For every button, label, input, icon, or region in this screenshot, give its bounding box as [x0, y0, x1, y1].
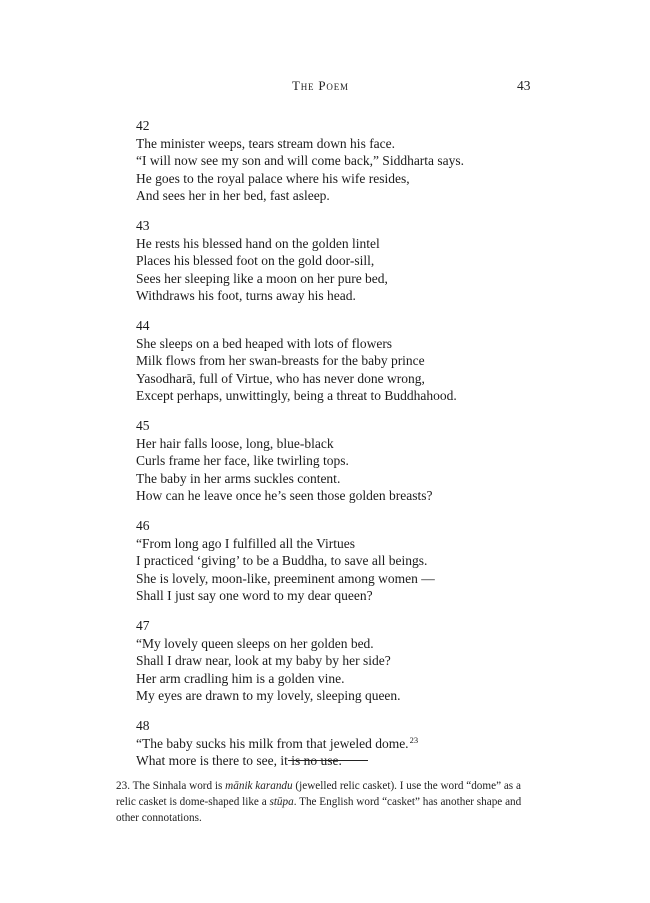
- verse-line: Except perhaps, unwittingly, being a threat to Buddhahood.: [136, 388, 457, 403]
- footnote-text: relic casket is dome-shaped like a: [116, 796, 270, 808]
- verse-line: Milk flows from her swan-breasts for the baby prince: [136, 353, 425, 368]
- footnote-line: other connotations.: [116, 812, 202, 824]
- stanza-number: 43: [136, 218, 150, 233]
- verse-line: Yasodharā, full of Virtue, who has never done wrong,: [136, 370, 425, 386]
- stanza-number: 44: [136, 318, 150, 333]
- footnote-23: [116, 778, 546, 826]
- verse-line: And sees her in her bed, fast asleep.: [136, 188, 330, 203]
- page-number: 43: [517, 78, 531, 93]
- verse-line: What more is there to see, it is no use.: [136, 753, 342, 768]
- verse-line: He goes to the royal palace where his wife resides,: [136, 170, 410, 186]
- stanza-number: 45: [136, 418, 150, 433]
- footnote-text: . The English word “casket” has another shape and: [293, 796, 522, 808]
- running-title: The Poem: [292, 78, 349, 93]
- footnote-text: (jewelled relic casket). I use the word “dome” as a: [292, 780, 521, 792]
- verse-line: The baby in her arms suckles content.: [136, 470, 341, 486]
- verse-line: Withdraws his foot, turns away his head.: [136, 288, 356, 303]
- verse-line: Her arm cradling him is a golden vine.: [136, 670, 345, 686]
- stanza-46: [136, 517, 556, 605]
- stanza-47: [136, 617, 556, 705]
- footnote-separator-rule: [288, 760, 368, 761]
- footnote-term: mānik karandu: [225, 780, 293, 792]
- footnote-line: [116, 778, 546, 794]
- verse-line: I practiced ‘giving’ to be a Buddha, to save all beings.: [136, 553, 428, 568]
- footnote-reference[interactable]: 23: [409, 734, 419, 745]
- footnote-text: 23. The Sinhala word is: [116, 780, 226, 792]
- verse-line: My eyes are drawn to my lovely, sleeping queen.: [136, 688, 401, 703]
- stanza-43: [136, 217, 556, 305]
- footnote-line: [116, 794, 546, 810]
- stanza-45: [136, 417, 556, 505]
- verse-text: “The baby sucks his milk from that jeweled dome.: [136, 735, 409, 751]
- verse-line: He rests his blessed hand on the golden lintel: [136, 235, 380, 251]
- stanza-number: 47: [136, 618, 150, 633]
- verse-line: “I will now see my son and will come back,” Siddharta says.: [136, 153, 465, 168]
- verse-line: “From long ago I fulfilled all the Virtues: [136, 535, 356, 551]
- poem-body: [136, 117, 556, 782]
- verse-line: Sees her sleeping like a moon on her pure bed,: [136, 270, 388, 286]
- verse-line: Places his blessed foot on the gold door-sill,: [136, 253, 375, 268]
- verse-line: She is lovely, moon-like, preeminent among women —: [136, 570, 435, 586]
- verse-line: Her hair falls loose, long, blue-black: [136, 435, 334, 451]
- verse-line: How can he leave once he’s seen those golden breasts?: [136, 488, 433, 503]
- verse-line-with-footnote: [136, 735, 556, 753]
- stanza-number: 42: [136, 118, 150, 133]
- verse-line: Shall I just say one word to my dear queen?: [136, 588, 373, 603]
- verse-line: She sleeps on a bed heaped with lots of flowers: [136, 335, 393, 351]
- verse-line: The minister weeps, tears stream down his face.: [136, 135, 396, 151]
- stanza-44: [136, 317, 556, 405]
- stanza-number: 46: [136, 518, 150, 533]
- stanza-number: 48: [136, 718, 150, 733]
- verse-line: Shall I draw near, look at my baby by her side?: [136, 653, 391, 668]
- stanza-48: [136, 717, 556, 770]
- footnote-term: stūpa: [269, 796, 294, 808]
- verse-line: Curls frame her face, like twirling tops.: [136, 453, 349, 468]
- running-head: [0, 78, 650, 98]
- stanza-42: [136, 117, 556, 205]
- verse-line: “My lovely queen sleeps on her golden bed.: [136, 635, 374, 651]
